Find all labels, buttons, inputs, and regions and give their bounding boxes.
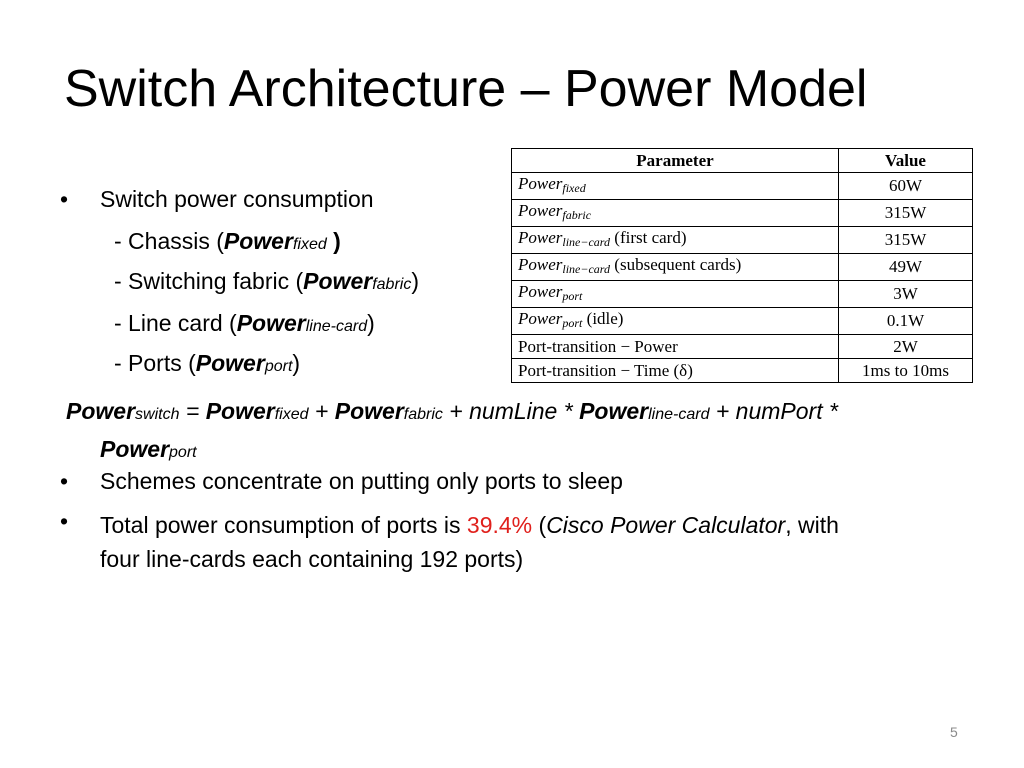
parameter-base: Port-transition − Power bbox=[518, 336, 678, 356]
table-row bbox=[512, 359, 973, 383]
table-row bbox=[512, 308, 973, 335]
value-cell: 1ms to 10ms bbox=[839, 359, 973, 383]
slide-title: Switch Architecture – Power Model bbox=[64, 60, 868, 118]
power-term: Power bbox=[223, 228, 293, 254]
parameter-base: Power bbox=[518, 282, 563, 301]
sub-item-chassis bbox=[114, 228, 341, 255]
value-cell: 0.1W bbox=[839, 308, 973, 335]
value-cell: 315W bbox=[839, 200, 973, 227]
bullet-text-suffix: , with bbox=[785, 512, 839, 538]
parameter-base: Power bbox=[518, 255, 563, 274]
value-cell: 49W bbox=[839, 254, 973, 281]
bullet-text: Switch power consumption bbox=[100, 186, 374, 212]
parameter-note: (subsequent cards) bbox=[610, 255, 742, 274]
bullet-dot-icon: • bbox=[60, 508, 69, 534]
formula-operator: = bbox=[179, 398, 206, 424]
formula-subscript: port bbox=[169, 444, 197, 461]
sub-item-line-card bbox=[114, 310, 375, 337]
table-row bbox=[512, 227, 973, 254]
power-subscript: fabric bbox=[372, 276, 412, 293]
parameter-cell bbox=[512, 173, 839, 200]
table-row bbox=[512, 173, 973, 200]
header-parameter: Parameter bbox=[512, 149, 839, 173]
sub-item-ports bbox=[114, 350, 300, 377]
sub-item-suffix: ) bbox=[326, 228, 341, 254]
value-cell: 2W bbox=[839, 335, 973, 359]
parameter-subscript: fixed bbox=[562, 181, 586, 195]
sub-item-suffix: ) bbox=[292, 350, 301, 376]
bullet-text-prefix: Total power consumption of ports is bbox=[100, 512, 467, 538]
parameter-cell bbox=[512, 227, 839, 254]
header-value: Value bbox=[839, 149, 973, 173]
bullet-dot-icon: • bbox=[60, 186, 69, 212]
highlight-percentage: 39.4% bbox=[466, 512, 533, 538]
value-cell: 3W bbox=[839, 281, 973, 308]
table-row bbox=[512, 281, 973, 308]
bullet-text bbox=[100, 508, 839, 576]
table-row bbox=[512, 254, 973, 281]
table-header-row bbox=[512, 149, 973, 173]
power-subscript: port bbox=[264, 358, 293, 375]
parameter-base: Power bbox=[518, 309, 563, 328]
formula-operator: + numLine * bbox=[442, 398, 580, 424]
value-cell: 60W bbox=[839, 173, 973, 200]
table-row bbox=[512, 335, 973, 359]
parameter-note: (first card) bbox=[610, 228, 687, 247]
power-formula bbox=[66, 394, 966, 470]
power-term: Power bbox=[303, 268, 373, 294]
parameter-base: Port-transition − Time (δ) bbox=[518, 360, 693, 380]
parameter-base: Power bbox=[518, 228, 563, 247]
formula-power-term: Power bbox=[334, 398, 404, 424]
sub-item-prefix: - Chassis ( bbox=[114, 228, 224, 254]
table-body bbox=[512, 173, 973, 383]
bullet-text: Schemes concentrate on putting only ports to sleep bbox=[100, 468, 623, 494]
parameter-cell bbox=[512, 200, 839, 227]
parameter-cell bbox=[512, 335, 839, 359]
parameter-table bbox=[511, 148, 973, 383]
parameter-subscript: line−card bbox=[562, 235, 611, 249]
bullet-item-power-consumption bbox=[60, 186, 500, 220]
formula-power-term: Power bbox=[66, 398, 136, 424]
formula-operator: + bbox=[308, 398, 335, 424]
bullet-item-schemes bbox=[60, 468, 780, 502]
page-number: 5 bbox=[950, 724, 958, 740]
sub-item-suffix: ) bbox=[411, 268, 419, 294]
parameter-cell bbox=[512, 281, 839, 308]
power-subscript: fixed bbox=[292, 236, 327, 253]
bullet-item-total-power bbox=[60, 508, 960, 576]
formula-power-term: Power bbox=[579, 398, 649, 424]
sub-item-prefix: - Ports ( bbox=[114, 350, 196, 376]
formula-subscript: fabric bbox=[403, 406, 443, 423]
sub-item-prefix: - Line card ( bbox=[114, 310, 237, 336]
parameter-cell bbox=[512, 254, 839, 281]
power-term: Power bbox=[195, 350, 265, 376]
parameter-note: (idle) bbox=[582, 309, 624, 328]
sub-item-fabric bbox=[114, 268, 419, 295]
parameter-cell bbox=[512, 359, 839, 383]
parameter-cell bbox=[512, 308, 839, 335]
formula-subscript: fixed bbox=[274, 406, 309, 423]
bullet-text-line2: four line-cards each containing 192 ports) bbox=[100, 546, 524, 572]
sub-item-prefix: - Switching fabric ( bbox=[114, 268, 304, 294]
bullet-dot-icon: • bbox=[60, 468, 69, 494]
value-cell: 315W bbox=[839, 227, 973, 254]
power-term: Power bbox=[236, 310, 306, 336]
formula-power-term: Power bbox=[100, 436, 170, 462]
cisco-calculator-reference: Cisco Power Calculator bbox=[546, 512, 786, 538]
formula-subscript: line-card bbox=[648, 406, 710, 423]
parameter-base: Power bbox=[518, 201, 563, 220]
power-subscript: line-card bbox=[305, 318, 368, 335]
parameter-subscript: fabric bbox=[562, 208, 592, 222]
formula-operator: + numPort * bbox=[709, 398, 838, 424]
formula-power-term: Power bbox=[205, 398, 275, 424]
parameter-subscript: port bbox=[562, 289, 583, 303]
sub-item-suffix: ) bbox=[367, 310, 375, 336]
parameter-subscript: port bbox=[562, 316, 583, 330]
parameter-base: Power bbox=[518, 174, 563, 193]
table-row bbox=[512, 200, 973, 227]
parameter-subscript: line−card bbox=[562, 262, 611, 276]
bullet-text-paren: ( bbox=[532, 512, 547, 538]
formula-subscript: switch bbox=[135, 406, 180, 423]
